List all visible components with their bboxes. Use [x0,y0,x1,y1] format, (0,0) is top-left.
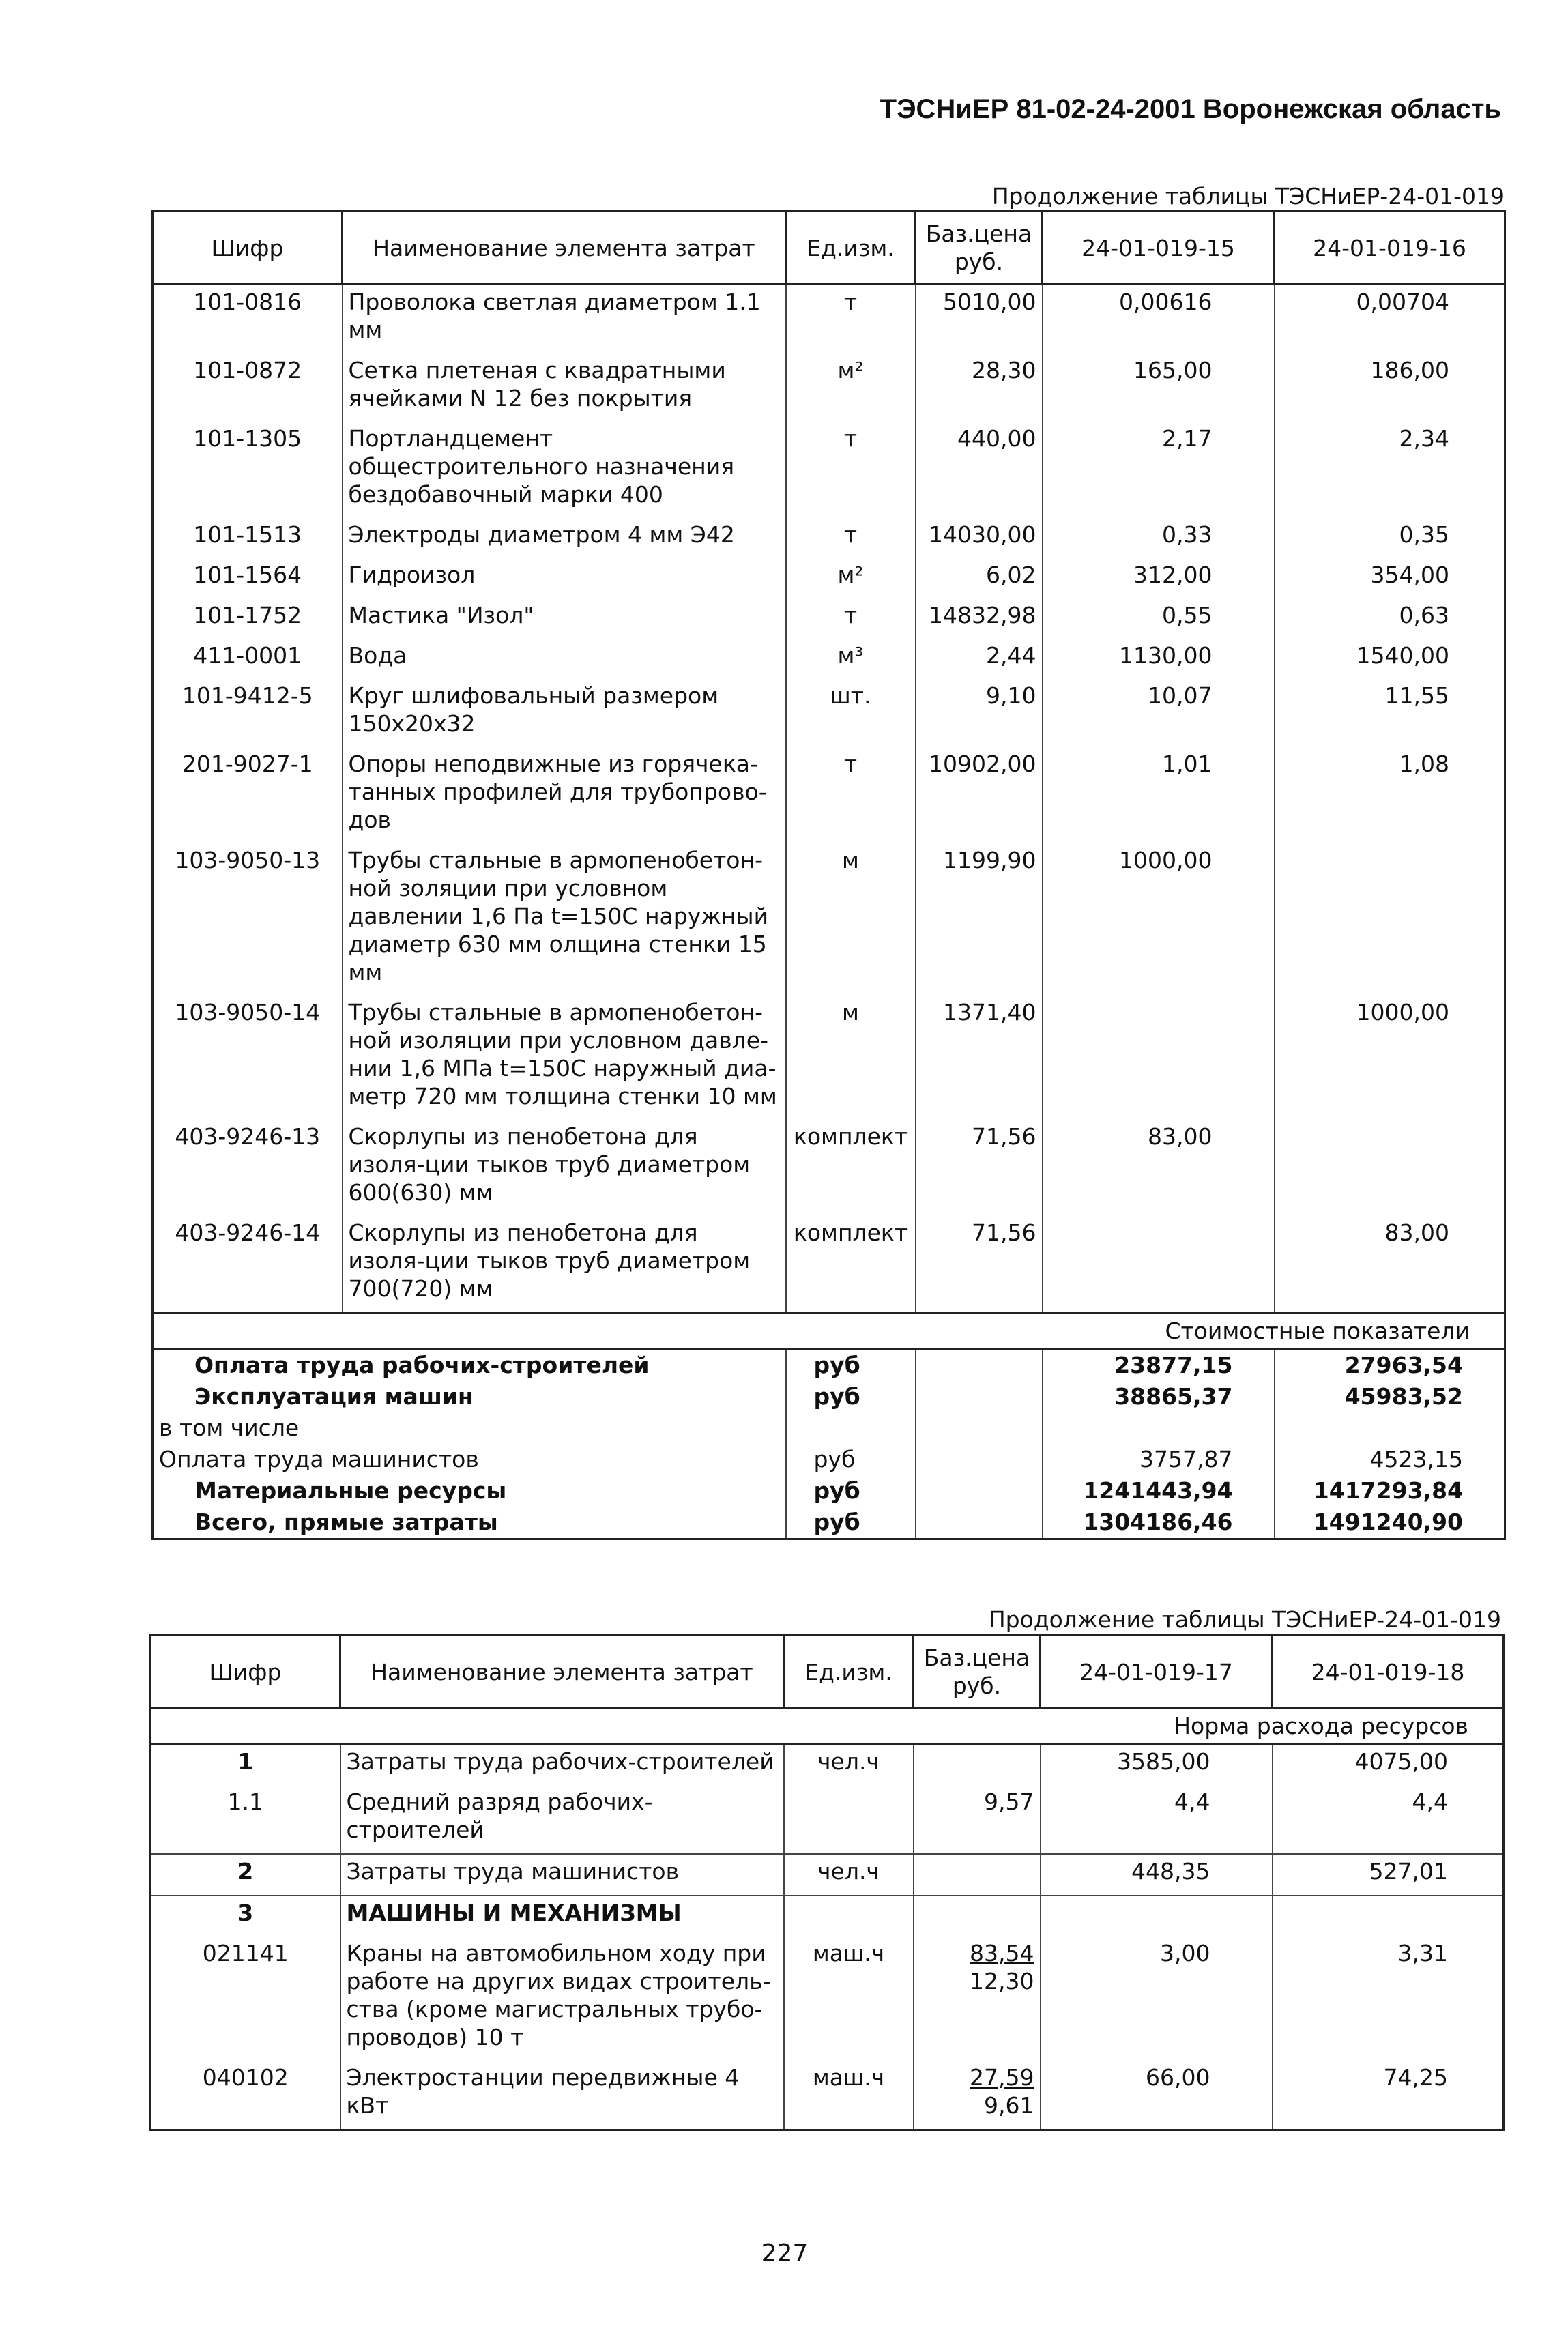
cell-unit [784,1785,914,1854]
cell-unit: т [786,285,916,354]
total-label: Материальные ресурсы [153,1475,786,1507]
cell-code: 101-1305 [153,422,343,518]
price-machinist-value: 9,61 [984,2092,1034,2119]
table-row [153,518,1505,558]
col-header-norm-16: 24-01-019-16 [1275,212,1505,285]
cell-norm-17: 448,35 [1041,1854,1273,1896]
total-value-15: 38865,37 [1043,1381,1275,1412]
cell-code: 2 [151,1854,340,1896]
totals-row [153,1475,1505,1507]
cell-norm-17: 3585,00 [1041,1744,1273,1786]
cell-unit [784,1896,914,1936]
total-value-16: 1417293,84 [1313,1477,1463,1504]
cell-norm-17 [1041,1896,1273,1936]
page-number: 227 [761,2239,809,2267]
table2-caption: Продолжение таблицы ТЭСНиЕР-24-01-019 [988,1606,1501,1633]
total-unit: руб [786,1349,916,1382]
cell-code: 101-1752 [153,598,343,639]
col-header-norm-17: 24-01-019-17 [1041,1636,1273,1709]
cell-norm-16: 0,63 [1399,602,1449,628]
table2-body [151,1744,1504,2130]
table-row [151,1896,1504,1936]
table-row [153,285,1505,354]
cell-norm-16: 2,34 [1399,425,1449,452]
cell-norm-16: 0,00704 [1356,289,1449,315]
cell-code: 3 [151,1896,340,1936]
total-price-empty [916,1349,1043,1382]
cell-name: Электростанции передвижные 4 кВт [340,2061,784,2130]
col-header-price: Баз.цена руб. [916,212,1043,285]
cell-norm-15: 1000,00 [1043,843,1275,996]
total-label: в том числе [153,1412,786,1444]
cell-name: Скорлупы из пенобетона для изоля-ции тыков труб диаметром 600(630) мм [343,1120,786,1216]
total-unit: руб [786,1444,916,1475]
section-resource-norms: Норма расхода ресурсов [151,1709,1504,1744]
cell-unit: т [786,598,916,639]
cell-norm-16: 83,00 [1384,1219,1449,1246]
cell-norm-16 [1275,1120,1505,1216]
total-label: Оплата труда рабочих-строителей [153,1349,786,1382]
total-price-empty [916,1444,1043,1475]
total-value-15: 1304186,46 [1043,1507,1275,1539]
total-price-empty [916,1412,1043,1444]
totals-row [153,1349,1505,1382]
col-header-unit: Ед.изм. [784,1636,914,1709]
table-row [151,1936,1504,2061]
cell-name: Мастика "Изол" [343,598,786,639]
cell-name: Средний разряд рабочих-строителей [340,1785,784,1854]
total-value-16: 4523,15 [1369,1446,1463,1473]
col-header-code: Шифр [153,212,343,285]
table1-totals [153,1349,1505,1539]
cell-name: Круг шлифовальный размером 150x20x32 [343,679,786,747]
cell-name: Проволока светлая диаметром 1.1 мм [343,285,786,354]
cell-price: 1199,90 [916,843,1043,996]
cell-price: 440,00 [916,422,1043,518]
cell-norm-17: 66,00 [1041,2061,1273,2130]
col-header-norm-18: 24-01-019-18 [1273,1636,1504,1709]
table-row [153,843,1505,996]
price-machinist-value: 12,30 [970,1968,1034,1994]
cell-code: 103-9050-13 [153,843,343,996]
cell-norm-16 [1275,843,1505,996]
cell-norm-18: 4,4 [1412,1788,1448,1815]
cell-price: 14030,00 [916,518,1043,558]
price-value: 27,59 [970,2064,1034,2091]
cell-price: 71,56 [916,1120,1043,1216]
cell-name: Сетка плетеная с квадратными ячейками N 12 без покрытия [343,353,786,422]
cell-norm-16: 186,00 [1370,357,1449,383]
cell-norm-15 [1043,996,1275,1120]
cell-price: 14832,98 [916,598,1043,639]
cell-price: 6,02 [916,558,1043,598]
cell-norm-15: 165,00 [1043,353,1275,422]
cell-code: 101-1513 [153,518,343,558]
cell-norm-15: 0,55 [1043,598,1275,639]
cell-price: 9,10 [916,679,1043,747]
cell-unit: т [786,422,916,518]
table-row [153,1216,1505,1314]
total-value-15: 23877,15 [1043,1349,1275,1382]
cell-name: МАШИНЫ И МЕХАНИЗМЫ [340,1896,784,1936]
cell-name: Трубы стальные в армопенобетон-ной изоляции при условном давле-нии 1,6 МПа t=150С наружный диа-метр 720 мм толщина стенки 10 мм [343,996,786,1120]
cell-name: Вода [343,639,786,679]
cell-norm-16: 0,35 [1399,521,1449,548]
cell-norm-18: 74,25 [1383,2064,1448,2091]
cell-name: Портландцемент общестроительного назначения бездобавочный марки 400 [343,422,786,518]
table-row [153,996,1505,1120]
cell-code: 103-9050-14 [153,996,343,1120]
cell-code: 021141 [151,1936,340,2061]
col-header-name: Наименование элемента затрат [343,212,786,285]
cell-code: 403-9246-13 [153,1120,343,1216]
col-header-name: Наименование элемента затрат [340,1636,784,1709]
cell-name: Скорлупы из пенобетона для изоля-ции тыков труб диаметром 700(720) мм [343,1216,786,1314]
table-row [153,598,1505,639]
cell-price [914,1785,1041,1854]
table-row [153,747,1505,843]
cell-code: 101-0872 [153,353,343,422]
table-row [153,639,1505,679]
cell-name: Краны на автомобильном ходу при работе на других видах строитель-ства (кроме магистральных трубо-проводов) 10 т [340,1936,784,2061]
cell-norm-16: 1540,00 [1356,642,1449,669]
table-row [153,679,1505,747]
cell-unit: м [786,996,916,1120]
totals-row [153,1381,1505,1412]
table-row [153,422,1505,518]
cell-code: 403-9246-14 [153,1216,343,1314]
price-value: 9,57 [984,1788,1034,1815]
cell-code: 040102 [151,2061,340,2130]
cell-name: Трубы стальные в армопенобетон-ной золяции при условном давлении 1,6 Па t=150С наружный диаметр 630 мм олщина стенки 15 мм [343,843,786,996]
cell-unit: чел.ч [784,1854,914,1896]
total-value-16 [1275,1412,1505,1444]
cell-unit: чел.ч [784,1744,914,1786]
cell-norm-15 [1043,1216,1275,1314]
cell-name: Гидроизол [343,558,786,598]
cell-name: Электроды диаметром 4 мм Э42 [343,518,786,558]
resource-table-1 [151,210,1506,1540]
cell-unit: м² [786,558,916,598]
table-row [153,558,1505,598]
document-header: ТЭСНиЕР 81-02-24-2001 Воронежская область [880,94,1501,124]
cell-norm-16: 11,55 [1384,682,1449,709]
col-header-price: Баз.цена руб. [914,1636,1041,1709]
cell-norm-15: 0,00616 [1043,285,1275,354]
total-value-16: 27963,54 [1344,1352,1463,1378]
cell-norm-16: 354,00 [1370,562,1449,588]
table-row [151,1785,1504,1854]
cell-norm-17: 3,00 [1041,1936,1273,2061]
cell-price [914,1896,1041,1936]
cell-unit: т [786,518,916,558]
cell-norm-15: 83,00 [1043,1120,1275,1216]
cell-code: 1 [151,1744,340,1786]
table-row [151,1744,1504,1786]
cell-norm-18: 4075,00 [1354,1748,1448,1775]
cell-code: 101-1564 [153,558,343,598]
cell-code: 101-9412-5 [153,679,343,747]
cell-unit: маш.ч [784,1936,914,2061]
cell-norm-18: 527,01 [1273,1854,1504,1896]
cell-unit: м [786,843,916,996]
col-header-norm-15: 24-01-019-15 [1043,212,1275,285]
cell-norm-16: 1,08 [1399,751,1449,777]
col-header-code: Шифр [151,1636,340,1709]
price-value: 83,54 [970,1940,1034,1967]
total-value-16: 45983,52 [1344,1383,1463,1410]
total-unit [786,1412,916,1444]
total-price-empty [916,1475,1043,1507]
cell-unit: маш.ч [784,2061,914,2130]
cell-unit: комплект [786,1120,916,1216]
cell-code: 101-0816 [153,285,343,354]
section-cost-indicators: Стоимостные показатели [153,1314,1505,1349]
cell-norm-15: 2,17 [1043,422,1275,518]
total-value-16: 1491240,90 [1313,1509,1463,1535]
cell-norm-15: 1130,00 [1043,639,1275,679]
total-value-15: 3757,87 [1043,1444,1275,1475]
cell-price: 71,56 [916,1216,1043,1314]
cell-unit: шт. [786,679,916,747]
table-row [151,2061,1504,2130]
cell-norm-15: 0,33 [1043,518,1275,558]
total-unit: руб [786,1475,916,1507]
cell-name: Затраты труда рабочих-строителей [340,1744,784,1786]
totals-row [153,1507,1505,1539]
cell-norm-18 [1273,1896,1504,1936]
cell-price [914,1854,1041,1896]
cell-price: 2,44 [916,639,1043,679]
cell-code: 1.1 [151,1785,340,1854]
cell-norm-18: 3,31 [1397,1940,1448,1967]
total-price-empty [916,1507,1043,1539]
table-row [153,353,1505,422]
cell-norm-17: 4,4 [1041,1785,1273,1854]
cell-name: Затраты труда машинистов [340,1854,784,1896]
cell-unit: комплект [786,1216,916,1314]
table1-caption: Продолжение таблицы ТЭСНиЕР-24-01-019 [991,183,1505,209]
cell-norm-16: 1000,00 [1356,999,1449,1026]
cell-unit: м² [786,353,916,422]
total-unit: руб [786,1507,916,1539]
cell-code: 201-9027-1 [153,747,343,843]
table1-body [153,285,1505,1314]
cell-price: 28,30 [916,353,1043,422]
cell-norm-15: 312,00 [1043,558,1275,598]
cell-price [914,2061,1041,2130]
totals-row [153,1412,1505,1444]
cell-unit: т [786,747,916,843]
total-price-empty [916,1381,1043,1412]
cell-name: Опоры неподвижные из горячека-танных профилей для трубопрово-дов [343,747,786,843]
cell-price: 5010,00 [916,285,1043,354]
cell-unit: м³ [786,639,916,679]
cell-price: 1371,40 [916,996,1043,1120]
total-unit: руб [786,1381,916,1412]
cell-price: 10902,00 [916,747,1043,843]
cell-code: 411-0001 [153,639,343,679]
col-header-unit: Ед.изм. [786,212,916,285]
cell-price [914,1744,1041,1786]
table-row [151,1854,1504,1896]
total-label: Всего, прямые затраты [153,1507,786,1539]
resource-table-2 [149,1634,1505,2131]
total-value-15 [1043,1412,1275,1444]
table-row [153,1120,1505,1216]
total-label: Оплата труда машинистов [153,1444,786,1475]
totals-row [153,1444,1505,1475]
cell-norm-15: 10,07 [1043,679,1275,747]
cell-norm-15: 1,01 [1043,747,1275,843]
total-value-15: 1241443,94 [1043,1475,1275,1507]
total-label: Эксплуатация машин [153,1381,786,1412]
cell-price [914,1936,1041,2061]
